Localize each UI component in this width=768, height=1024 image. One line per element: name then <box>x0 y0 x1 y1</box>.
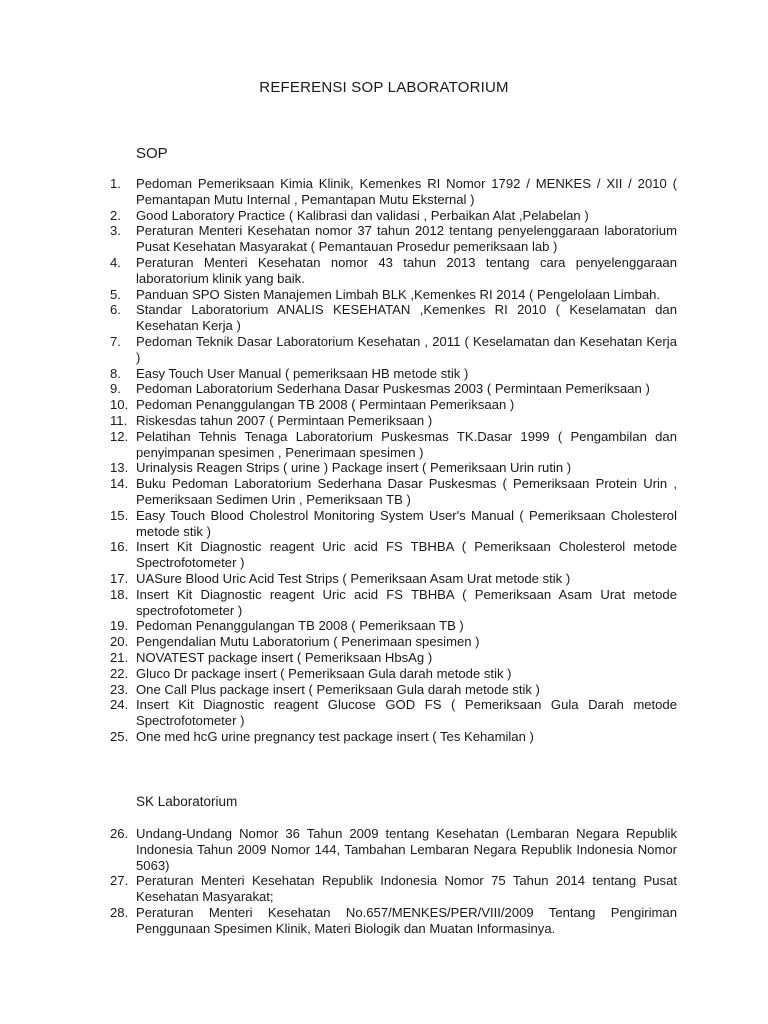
item-text: Pengendalian Mutu Laboratorium ( Penerimaan spesimen ) <box>136 634 480 650</box>
item-text: Pelatihan Tehnis Tenaga Laboratorium Puskesmas TK.Dasar 1999 ( Pengambilan dan penyimpanan spesimen , Penerimaan spesimen ) <box>136 428 677 460</box>
list-item <box>0 618 768 634</box>
list-item <box>0 208 768 224</box>
item-number: 21. <box>110 649 129 665</box>
list-item <box>0 413 768 429</box>
list-item <box>0 476 768 508</box>
item-number: 16. <box>110 539 129 555</box>
list-item <box>0 826 768 873</box>
item-number: 7. <box>110 333 121 349</box>
list-item <box>0 697 768 729</box>
item-text: Peraturan Menteri Kesehatan No.657/MENKES/PER/VIII/2009 Tentang Pengiriman Penggunaan Spesimen Klinik, Materi Biologik dan Muatan Informasinya. <box>136 904 677 936</box>
list-item <box>0 729 768 745</box>
item-number: 1. <box>110 176 121 191</box>
item-number: 2. <box>110 207 121 223</box>
list-item <box>0 571 768 587</box>
item-text: Urinalysis Reagen Strips ( urine ) Package insert ( Pemeriksaan Urin rutin ) <box>136 460 572 476</box>
item-number: 18. <box>110 586 129 602</box>
item-text: Pedoman Penanggulangan TB 2008 ( Pemeriksaan TB ) <box>136 618 464 634</box>
document-title: REFERENSI SOP LABORATORIUM <box>259 79 509 96</box>
item-text: Easy Touch User Manual ( pemeriksaan HB metode stik ) <box>136 365 469 381</box>
item-number: 17. <box>110 570 129 586</box>
item-number: 20. <box>110 634 129 650</box>
item-text: Peraturan Menteri Kesehatan nomor 43 tahun 2013 tentang cara penyelenggaraan laboratorium klinik yang baik. <box>136 254 677 286</box>
item-number: 8. <box>110 365 121 381</box>
item-number: 6. <box>110 302 121 318</box>
item-text: Gluco Dr package insert ( Pemeriksaan Gula darah metode stik ) <box>136 665 512 681</box>
item-number: 4. <box>110 254 121 270</box>
item-text: Pedoman Penanggulangan TB 2008 ( Permintaan Pemeriksaan ) <box>136 397 515 413</box>
item-text: Peraturan Menteri Kesehatan Republik Indonesia Nomor 75 Tahun 2014 tentang Pusat Kesehatan Masyarakat; <box>136 873 677 905</box>
list-item <box>0 873 768 905</box>
list-item <box>0 634 768 650</box>
list-item <box>0 539 768 571</box>
item-text: Standar Laboratorium ANALIS KESEHATAN ,Kemenkes RI 2010 ( Keselamatan dan Kesehatan Kerja ) <box>136 302 677 334</box>
item-text: Peraturan Menteri Kesehatan nomor 37 tahun 2012 tentang penyelenggaraan laboratorium Pusat Kesehatan Masyarakat ( Pemantauan Prosedur pemeriksaan lab ) <box>136 223 677 255</box>
item-number: 10. <box>110 397 129 413</box>
item-text: Undang-Undang Nomor 36 Tahun 2009 tentang Kesehatan (Lembaran Negara Republik Indonesia Tahun 2009 Nomor 144, Tambahan Lembaran Negara Republik Indonesia Nomor 5063) <box>136 826 677 873</box>
item-text: Pedoman Pemeriksaan Kimia Klinik, Kemenkes RI Nomor 1792 / MENKES / XII / 2010 ( Pemantapan Mutu Internal , Pemantapan Mutu Eksternal ) <box>136 176 677 207</box>
list-item <box>0 334 768 366</box>
list-item <box>0 682 768 698</box>
list-item <box>0 302 768 334</box>
item-number: 13. <box>110 460 129 476</box>
item-number: 27. <box>110 873 129 889</box>
sop-heading: SOP <box>136 145 168 162</box>
sk-heading: SK Laboratorium <box>136 794 238 809</box>
list-item <box>0 666 768 682</box>
list-item <box>0 905 768 937</box>
item-text: Riskesdas tahun 2007 ( Permintaan Pemeriksaan ) <box>136 412 433 428</box>
item-number: 12. <box>110 428 129 444</box>
item-number: 3. <box>110 223 121 239</box>
item-number: 23. <box>110 681 129 697</box>
item-text: Insert Kit Diagnostic reagent Uric acid FS TBHBA ( Pemeriksaan Asam Urat metode spectrofotometer ) <box>136 586 677 618</box>
item-number: 25. <box>110 728 129 744</box>
item-text: Insert Kit Diagnostic reagent Glucose GOD FS ( Pemeriksaan Gula Darah metode Spectrofotometer ) <box>136 697 677 729</box>
item-number: 11. <box>110 412 128 428</box>
sk-reference-list <box>0 826 768 937</box>
item-number: 19. <box>110 618 129 634</box>
sop-reference-list <box>0 176 768 745</box>
item-text: Easy Touch Blood Cholestrol Monitoring System User's Manual ( Pemeriksaan Cholesterol metode stik ) <box>136 507 677 539</box>
list-item <box>0 223 768 255</box>
item-number: 24. <box>110 697 129 713</box>
list-item <box>0 287 768 303</box>
item-text: Panduan SPO Sisten Manajemen Limbah BLK ,Kemenkes RI 2014 ( Pengelolaan Limbah. <box>136 286 661 302</box>
list-item <box>0 176 768 208</box>
list-item <box>0 255 768 287</box>
list-item <box>0 650 768 666</box>
list-item <box>0 429 768 461</box>
list-item <box>0 508 768 540</box>
item-number: 22. <box>110 665 129 681</box>
item-text: NOVATEST package insert ( Pemeriksaan HbsAg ) <box>136 649 433 665</box>
list-item <box>0 381 768 397</box>
list-item <box>0 397 768 413</box>
item-number: 28. <box>110 904 129 920</box>
item-text: Pedoman Laboratorium Sederhana Dasar Puskesmas 2003 ( Permintaan Pemeriksaan ) <box>136 381 650 397</box>
item-number: 14. <box>110 476 129 492</box>
item-text: Good Laboratory Practice ( Kalibrasi dan validasi , Perbaikan Alat ,Pelabelan ) <box>136 207 589 223</box>
item-text: UASure Blood Uric Acid Test Strips ( Pemeriksaan Asam Urat metode stik ) <box>136 570 571 586</box>
item-number: 5. <box>110 286 121 302</box>
list-item <box>0 460 768 476</box>
item-text: Pedoman Teknik Dasar Laboratorium Kesehatan , 2011 ( Keselamatan dan Kesehatan Kerja ) <box>136 333 677 365</box>
item-text: One Call Plus package insert ( Pemeriksaan Gula darah metode stik ) <box>136 681 540 697</box>
item-number: 15. <box>110 507 129 523</box>
item-text: Insert Kit Diagnostic reagent Uric acid FS TBHBA ( Pemeriksaan Cholesterol metode Spectrofotometer ) <box>136 539 677 571</box>
list-item <box>0 587 768 619</box>
item-number: 26. <box>110 826 129 841</box>
item-text: Buku Pedoman Laboratorium Sederhana Dasar Puskesmas ( Pemeriksaan Protein Urin , Pemeriksaan Sedimen Urin , Pemeriksaan TB ) <box>136 476 677 507</box>
item-text: One med hcG urine pregnancy test package insert ( Tes Kehamilan ) <box>136 728 534 744</box>
list-item <box>0 366 768 382</box>
item-number: 9. <box>110 381 121 397</box>
